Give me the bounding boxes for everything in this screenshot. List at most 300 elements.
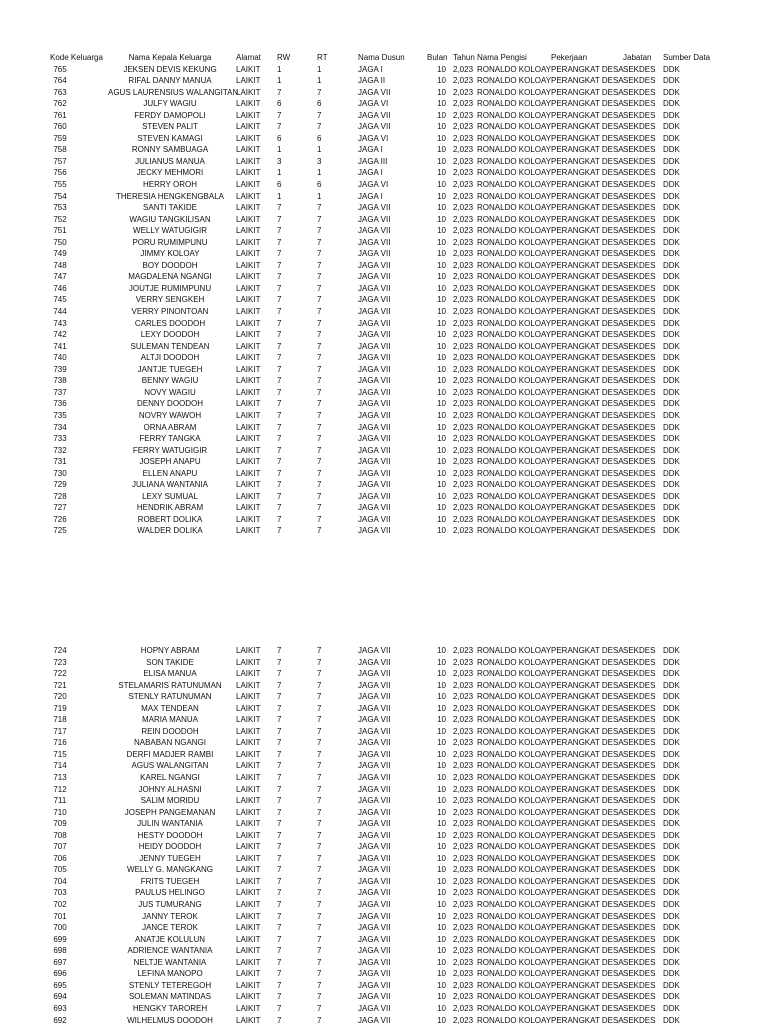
cell-sumber-data: DDK: [663, 899, 680, 911]
cell-nama-kepala-keluarga: WELLY G. MANGKANG: [108, 864, 232, 876]
cell-tahun: 2,023: [453, 737, 473, 749]
table-row: [0, 980, 768, 992]
cell-sumber-data: DDK: [663, 214, 680, 226]
cell-jabatan: SEKDES: [623, 352, 655, 364]
cell-nama-kepala-keluarga: AGUS LAURENSIUS WALANGITAN: [108, 87, 232, 99]
table-row: [0, 922, 768, 934]
cell-rt: 1: [317, 191, 321, 203]
cell-nama-dusun: JAGA VII: [358, 294, 390, 306]
cell-nama-dusun: JAGA VII: [358, 479, 390, 491]
cell-sumber-data: DDK: [663, 714, 680, 726]
cell-pekerjaan: PERANGKAT DESA: [551, 703, 624, 715]
table-row: [0, 934, 768, 946]
cell-nama-pengisi: RONALDO KOLOAY: [477, 899, 551, 911]
cell-sumber-data: DDK: [663, 887, 680, 899]
cell-nama-dusun: JAGA VII: [358, 525, 390, 537]
cell-pekerjaan: PERANGKAT DESA: [551, 876, 624, 888]
cell-rt: 6: [317, 98, 321, 110]
cell-alamat: LAIKIT: [236, 968, 260, 980]
cell-nama-pengisi: RONALDO KOLOAY: [477, 237, 551, 249]
cell-jabatan: SEKDES: [623, 657, 655, 669]
cell-sumber-data: DDK: [663, 364, 680, 376]
cell-sumber-data: DDK: [663, 795, 680, 807]
cell-pekerjaan: PERANGKAT DESA: [551, 260, 624, 272]
cell-nama-kepala-keluarga: FRITS TUEGEH: [108, 876, 232, 888]
cell-kode-keluarga: 740: [48, 352, 72, 364]
cell-sumber-data: DDK: [663, 87, 680, 99]
cell-pekerjaan: PERANGKAT DESA: [551, 922, 624, 934]
cell-alamat: LAIKIT: [236, 87, 260, 99]
cell-nama-kepala-keluarga: VERRY SENGKEH: [108, 294, 232, 306]
cell-nama-dusun: JAGA I: [358, 144, 383, 156]
table-row: [0, 422, 768, 434]
cell-bulan: 10: [418, 398, 446, 410]
cell-tahun: 2,023: [453, 853, 473, 865]
cell-rw: 7: [277, 714, 281, 726]
cell-tahun: 2,023: [453, 364, 473, 376]
cell-jabatan: SEKDES: [623, 341, 655, 353]
cell-kode-keluarga: 704: [48, 876, 72, 888]
cell-rt: 7: [317, 807, 321, 819]
cell-alamat: LAIKIT: [236, 668, 260, 680]
cell-pekerjaan: PERANGKAT DESA: [551, 1003, 624, 1015]
cell-alamat: LAIKIT: [236, 156, 260, 168]
cell-jabatan: SEKDES: [623, 1003, 655, 1015]
cell-rt: 7: [317, 214, 321, 226]
cell-pekerjaan: PERANGKAT DESA: [551, 818, 624, 830]
cell-kode-keluarga: 727: [48, 502, 72, 514]
cell-kode-keluarga: 713: [48, 772, 72, 784]
cell-tahun: 2,023: [453, 468, 473, 480]
cell-nama-kepala-keluarga: SOLEMAN MATINDAS: [108, 991, 232, 1003]
cell-rt: 1: [317, 64, 321, 76]
cell-nama-pengisi: RONALDO KOLOAY: [477, 703, 551, 715]
cell-rw: 7: [277, 911, 281, 923]
cell-nama-kepala-keluarga: NABABAN NGANGI: [108, 737, 232, 749]
cell-bulan: 10: [418, 691, 446, 703]
cell-rt: 7: [317, 329, 321, 341]
table-row: [0, 341, 768, 353]
cell-rt: 7: [317, 1003, 321, 1015]
cell-bulan: 10: [418, 680, 446, 692]
cell-sumber-data: DDK: [663, 133, 680, 145]
table-row: [0, 398, 768, 410]
cell-alamat: LAIKIT: [236, 502, 260, 514]
cell-jabatan: SEKDES: [623, 248, 655, 260]
cell-alamat: LAIKIT: [236, 422, 260, 434]
cell-nama-dusun: JAGA VII: [358, 726, 390, 738]
cell-alamat: LAIKIT: [236, 110, 260, 122]
cell-pekerjaan: PERANGKAT DESA: [551, 98, 624, 110]
table-row: [0, 214, 768, 226]
cell-rw: 7: [277, 737, 281, 749]
cell-jabatan: SEKDES: [623, 479, 655, 491]
cell-kode-keluarga: 739: [48, 364, 72, 376]
cell-bulan: 10: [418, 64, 446, 76]
cell-rt: 7: [317, 795, 321, 807]
cell-nama-dusun: JAGA VII: [358, 703, 390, 715]
cell-jabatan: SEKDES: [623, 387, 655, 399]
cell-rw: 7: [277, 433, 281, 445]
cell-sumber-data: DDK: [663, 991, 680, 1003]
cell-kode-keluarga: 700: [48, 922, 72, 934]
table-row: [0, 714, 768, 726]
cell-jabatan: SEKDES: [623, 167, 655, 179]
cell-nama-dusun: JAGA VII: [358, 934, 390, 946]
cell-nama-kepala-keluarga: ORNA ABRAM: [108, 422, 232, 434]
cell-tahun: 2,023: [453, 64, 473, 76]
cell-sumber-data: DDK: [663, 680, 680, 692]
cell-bulan: 10: [418, 1015, 446, 1026]
cell-nama-dusun: JAGA VII: [358, 514, 390, 526]
cell-sumber-data: DDK: [663, 329, 680, 341]
cell-nama-dusun: JAGA VII: [358, 306, 390, 318]
cell-sumber-data: DDK: [663, 957, 680, 969]
cell-sumber-data: DDK: [663, 445, 680, 457]
cell-alamat: LAIKIT: [236, 364, 260, 376]
cell-nama-pengisi: RONALDO KOLOAY: [477, 772, 551, 784]
cell-bulan: 10: [418, 225, 446, 237]
cell-rt: 7: [317, 899, 321, 911]
cell-nama-pengisi: RONALDO KOLOAY: [477, 75, 551, 87]
cell-kode-keluarga: 751: [48, 225, 72, 237]
cell-jabatan: SEKDES: [623, 818, 655, 830]
cell-nama-pengisi: RONALDO KOLOAY: [477, 306, 551, 318]
cell-pekerjaan: PERANGKAT DESA: [551, 934, 624, 946]
cell-rw: 7: [277, 410, 281, 422]
cell-kode-keluarga: 765: [48, 64, 72, 76]
cell-tahun: 2,023: [453, 668, 473, 680]
cell-rw: 7: [277, 864, 281, 876]
cell-tahun: 2,023: [453, 714, 473, 726]
table-row: [0, 876, 768, 888]
cell-rt: 7: [317, 945, 321, 957]
cell-nama-pengisi: RONALDO KOLOAY: [477, 1015, 551, 1026]
cell-pekerjaan: PERANGKAT DESA: [551, 364, 624, 376]
cell-nama-dusun: JAGA VII: [358, 410, 390, 422]
cell-jabatan: SEKDES: [623, 422, 655, 434]
cell-pekerjaan: PERANGKAT DESA: [551, 133, 624, 145]
cell-rt: 7: [317, 991, 321, 1003]
cell-nama-pengisi: RONALDO KOLOAY: [477, 179, 551, 191]
cell-alamat: LAIKIT: [236, 703, 260, 715]
cell-rt: 7: [317, 749, 321, 761]
cell-bulan: 10: [418, 98, 446, 110]
cell-pekerjaan: PERANGKAT DESA: [551, 514, 624, 526]
cell-jabatan: SEKDES: [623, 110, 655, 122]
cell-nama-kepala-keluarga: JOSEPH ANAPU: [108, 456, 232, 468]
cell-tahun: 2,023: [453, 341, 473, 353]
cell-nama-dusun: JAGA VII: [358, 202, 390, 214]
cell-alamat: LAIKIT: [236, 75, 260, 87]
cell-rt: 7: [317, 491, 321, 503]
cell-nama-kepala-keluarga: FERDY DAMOPOLI: [108, 110, 232, 122]
cell-pekerjaan: PERANGKAT DESA: [551, 957, 624, 969]
table-row: [0, 853, 768, 865]
cell-sumber-data: DDK: [663, 841, 680, 853]
cell-sumber-data: DDK: [663, 64, 680, 76]
cell-bulan: 10: [418, 887, 446, 899]
cell-jabatan: SEKDES: [623, 283, 655, 295]
cell-nama-kepala-keluarga: JOSEPH PANGEMANAN: [108, 807, 232, 819]
cell-nama-pengisi: RONALDO KOLOAY: [477, 525, 551, 537]
cell-jabatan: SEKDES: [623, 668, 655, 680]
cell-nama-pengisi: RONALDO KOLOAY: [477, 514, 551, 526]
table-row: [0, 87, 768, 99]
cell-kode-keluarga: 695: [48, 980, 72, 992]
cell-bulan: 10: [418, 456, 446, 468]
cell-nama-dusun: JAGA VII: [358, 271, 390, 283]
cell-nama-kepala-keluarga: HOPNY ABRAM: [108, 645, 232, 657]
cell-nama-pengisi: RONALDO KOLOAY: [477, 98, 551, 110]
cell-pekerjaan: PERANGKAT DESA: [551, 248, 624, 260]
table-body-bottom: [0, 645, 768, 1026]
cell-rw: 7: [277, 479, 281, 491]
cell-nama-pengisi: RONALDO KOLOAY: [477, 807, 551, 819]
cell-nama-pengisi: RONALDO KOLOAY: [477, 260, 551, 272]
cell-rw: 7: [277, 772, 281, 784]
cell-alamat: LAIKIT: [236, 387, 260, 399]
cell-tahun: 2,023: [453, 237, 473, 249]
cell-tahun: 2,023: [453, 410, 473, 422]
cell-tahun: 2,023: [453, 726, 473, 738]
cell-nama-pengisi: RONALDO KOLOAY: [477, 841, 551, 853]
cell-nama-pengisi: RONALDO KOLOAY: [477, 87, 551, 99]
cell-sumber-data: DDK: [663, 737, 680, 749]
cell-kode-keluarga: 752: [48, 214, 72, 226]
cell-jabatan: SEKDES: [623, 922, 655, 934]
cell-nama-kepala-keluarga: AGUS WALANGITAN: [108, 760, 232, 772]
cell-tahun: 2,023: [453, 491, 473, 503]
cell-pekerjaan: PERANGKAT DESA: [551, 968, 624, 980]
cell-alamat: LAIKIT: [236, 691, 260, 703]
cell-jabatan: SEKDES: [623, 271, 655, 283]
cell-kode-keluarga: 742: [48, 329, 72, 341]
cell-sumber-data: DDK: [663, 479, 680, 491]
cell-bulan: 10: [418, 749, 446, 761]
cell-alamat: LAIKIT: [236, 98, 260, 110]
cell-tahun: 2,023: [453, 968, 473, 980]
cell-rt: 7: [317, 1015, 321, 1026]
cell-nama-dusun: JAGA VII: [358, 980, 390, 992]
cell-alamat: LAIKIT: [236, 760, 260, 772]
cell-bulan: 10: [418, 502, 446, 514]
table-row: [0, 410, 768, 422]
cell-bulan: 10: [418, 167, 446, 179]
cell-alamat: LAIKIT: [236, 680, 260, 692]
cell-nama-kepala-keluarga: JULIN WANTANIA: [108, 818, 232, 830]
cell-rw: 7: [277, 306, 281, 318]
table-row: [0, 121, 768, 133]
cell-kode-keluarga: 744: [48, 306, 72, 318]
cell-rw: 3: [277, 156, 281, 168]
cell-rt: 7: [317, 110, 321, 122]
cell-nama-dusun: JAGA VII: [358, 714, 390, 726]
cell-sumber-data: DDK: [663, 922, 680, 934]
table-row: [0, 760, 768, 772]
cell-rw: 7: [277, 1003, 281, 1015]
cell-nama-dusun: JAGA VII: [358, 841, 390, 853]
header-nama-kepala-keluarga: Nama Kepala Keluarga: [108, 52, 232, 64]
cell-tahun: 2,023: [453, 248, 473, 260]
cell-bulan: 10: [418, 410, 446, 422]
cell-rw: 7: [277, 375, 281, 387]
cell-kode-keluarga: 705: [48, 864, 72, 876]
cell-nama-dusun: JAGA VII: [358, 260, 390, 272]
cell-nama-dusun: JAGA VII: [358, 772, 390, 784]
cell-nama-kepala-keluarga: REIN DOODOH: [108, 726, 232, 738]
cell-nama-kepala-keluarga: STENLY RATUNUMAN: [108, 691, 232, 703]
cell-kode-keluarga: 743: [48, 318, 72, 330]
cell-kode-keluarga: 718: [48, 714, 72, 726]
cell-alamat: LAIKIT: [236, 375, 260, 387]
cell-alamat: LAIKIT: [236, 749, 260, 761]
cell-alamat: LAIKIT: [236, 167, 260, 179]
cell-nama-kepala-keluarga: WELLY WATUGIGIR: [108, 225, 232, 237]
cell-tahun: 2,023: [453, 422, 473, 434]
cell-kode-keluarga: 736: [48, 398, 72, 410]
cell-rw: 7: [277, 329, 281, 341]
cell-sumber-data: DDK: [663, 410, 680, 422]
cell-nama-dusun: JAGA VII: [358, 422, 390, 434]
cell-sumber-data: DDK: [663, 306, 680, 318]
cell-tahun: 2,023: [453, 144, 473, 156]
cell-tahun: 2,023: [453, 294, 473, 306]
cell-pekerjaan: PERANGKAT DESA: [551, 491, 624, 503]
cell-alamat: LAIKIT: [236, 726, 260, 738]
cell-sumber-data: DDK: [663, 283, 680, 295]
cell-nama-pengisi: RONALDO KOLOAY: [477, 991, 551, 1003]
cell-rw: 7: [277, 87, 281, 99]
cell-kode-keluarga: 753: [48, 202, 72, 214]
cell-nama-kepala-keluarga: ADRIENCE WANTANIA: [108, 945, 232, 957]
cell-bulan: 10: [418, 645, 446, 657]
cell-rt: 7: [317, 922, 321, 934]
cell-nama-kepala-keluarga: BENNY WAGIU: [108, 375, 232, 387]
cell-rw: 6: [277, 98, 281, 110]
cell-nama-dusun: JAGA I: [358, 64, 383, 76]
cell-rw: 1: [277, 144, 281, 156]
cell-bulan: 10: [418, 657, 446, 669]
cell-alamat: LAIKIT: [236, 248, 260, 260]
cell-nama-dusun: JAGA VII: [358, 991, 390, 1003]
cell-rw: 7: [277, 491, 281, 503]
cell-sumber-data: DDK: [663, 98, 680, 110]
cell-bulan: 10: [418, 248, 446, 260]
table-row: [0, 864, 768, 876]
cell-bulan: 10: [418, 726, 446, 738]
cell-tahun: 2,023: [453, 691, 473, 703]
cell-nama-pengisi: RONALDO KOLOAY: [477, 294, 551, 306]
cell-tahun: 2,023: [453, 957, 473, 969]
cell-jabatan: SEKDES: [623, 87, 655, 99]
cell-nama-dusun: JAGA VII: [358, 968, 390, 980]
cell-sumber-data: DDK: [663, 807, 680, 819]
cell-pekerjaan: PERANGKAT DESA: [551, 807, 624, 819]
cell-jabatan: SEKDES: [623, 645, 655, 657]
cell-jabatan: SEKDES: [623, 899, 655, 911]
cell-pekerjaan: PERANGKAT DESA: [551, 737, 624, 749]
cell-nama-kepala-keluarga: JANNY TEROK: [108, 911, 232, 923]
cell-kode-keluarga: 750: [48, 237, 72, 249]
cell-pekerjaan: PERANGKAT DESA: [551, 283, 624, 295]
cell-jabatan: SEKDES: [623, 75, 655, 87]
cell-jabatan: SEKDES: [623, 364, 655, 376]
cell-rw: 7: [277, 237, 281, 249]
cell-tahun: 2,023: [453, 525, 473, 537]
cell-jabatan: SEKDES: [623, 260, 655, 272]
cell-nama-pengisi: RONALDO KOLOAY: [477, 248, 551, 260]
cell-nama-pengisi: RONALDO KOLOAY: [477, 737, 551, 749]
cell-kode-keluarga: 731: [48, 456, 72, 468]
table-row: [0, 887, 768, 899]
cell-nama-dusun: JAGA VII: [358, 657, 390, 669]
table-row: [0, 737, 768, 749]
table-row: [0, 703, 768, 715]
table-row: [0, 110, 768, 122]
cell-rw: 7: [277, 502, 281, 514]
cell-nama-pengisi: RONALDO KOLOAY: [477, 491, 551, 503]
cell-alamat: LAIKIT: [236, 795, 260, 807]
cell-sumber-data: DDK: [663, 668, 680, 680]
table-row: [0, 772, 768, 784]
cell-nama-pengisi: RONALDO KOLOAY: [477, 398, 551, 410]
table-row: [0, 795, 768, 807]
cell-rw: 7: [277, 991, 281, 1003]
cell-alamat: LAIKIT: [236, 491, 260, 503]
cell-sumber-data: DDK: [663, 1015, 680, 1026]
cell-nama-kepala-keluarga: NOVY WAGIU: [108, 387, 232, 399]
cell-bulan: 10: [418, 772, 446, 784]
cell-kode-keluarga: 746: [48, 283, 72, 295]
cell-bulan: 10: [418, 876, 446, 888]
cell-rw: 7: [277, 398, 281, 410]
cell-pekerjaan: PERANGKAT DESA: [551, 645, 624, 657]
cell-kode-keluarga: 738: [48, 375, 72, 387]
cell-kode-keluarga: 755: [48, 179, 72, 191]
cell-alamat: LAIKIT: [236, 841, 260, 853]
cell-tahun: 2,023: [453, 887, 473, 899]
cell-jabatan: SEKDES: [623, 830, 655, 842]
cell-bulan: 10: [418, 760, 446, 772]
cell-sumber-data: DDK: [663, 760, 680, 772]
cell-tahun: 2,023: [453, 121, 473, 133]
cell-sumber-data: DDK: [663, 980, 680, 992]
cell-alamat: LAIKIT: [236, 341, 260, 353]
cell-rw: 7: [277, 760, 281, 772]
cell-rt: 7: [317, 202, 321, 214]
cell-rt: 7: [317, 714, 321, 726]
cell-nama-dusun: JAGA VII: [358, 668, 390, 680]
cell-nama-dusun: JAGA VII: [358, 795, 390, 807]
cell-rw: 7: [277, 225, 281, 237]
cell-nama-dusun: JAGA I: [358, 167, 383, 179]
cell-pekerjaan: PERANGKAT DESA: [551, 657, 624, 669]
cell-kode-keluarga: 715: [48, 749, 72, 761]
cell-alamat: LAIKIT: [236, 214, 260, 226]
cell-rt: 7: [317, 306, 321, 318]
cell-kode-keluarga: 735: [48, 410, 72, 422]
table-row: [0, 749, 768, 761]
cell-nama-pengisi: RONALDO KOLOAY: [477, 922, 551, 934]
table-row: [0, 329, 768, 341]
cell-kode-keluarga: 696: [48, 968, 72, 980]
cell-nama-pengisi: RONALDO KOLOAY: [477, 911, 551, 923]
cell-jabatan: SEKDES: [623, 691, 655, 703]
cell-kode-keluarga: 693: [48, 1003, 72, 1015]
cell-sumber-data: DDK: [663, 352, 680, 364]
table-row: [0, 191, 768, 203]
